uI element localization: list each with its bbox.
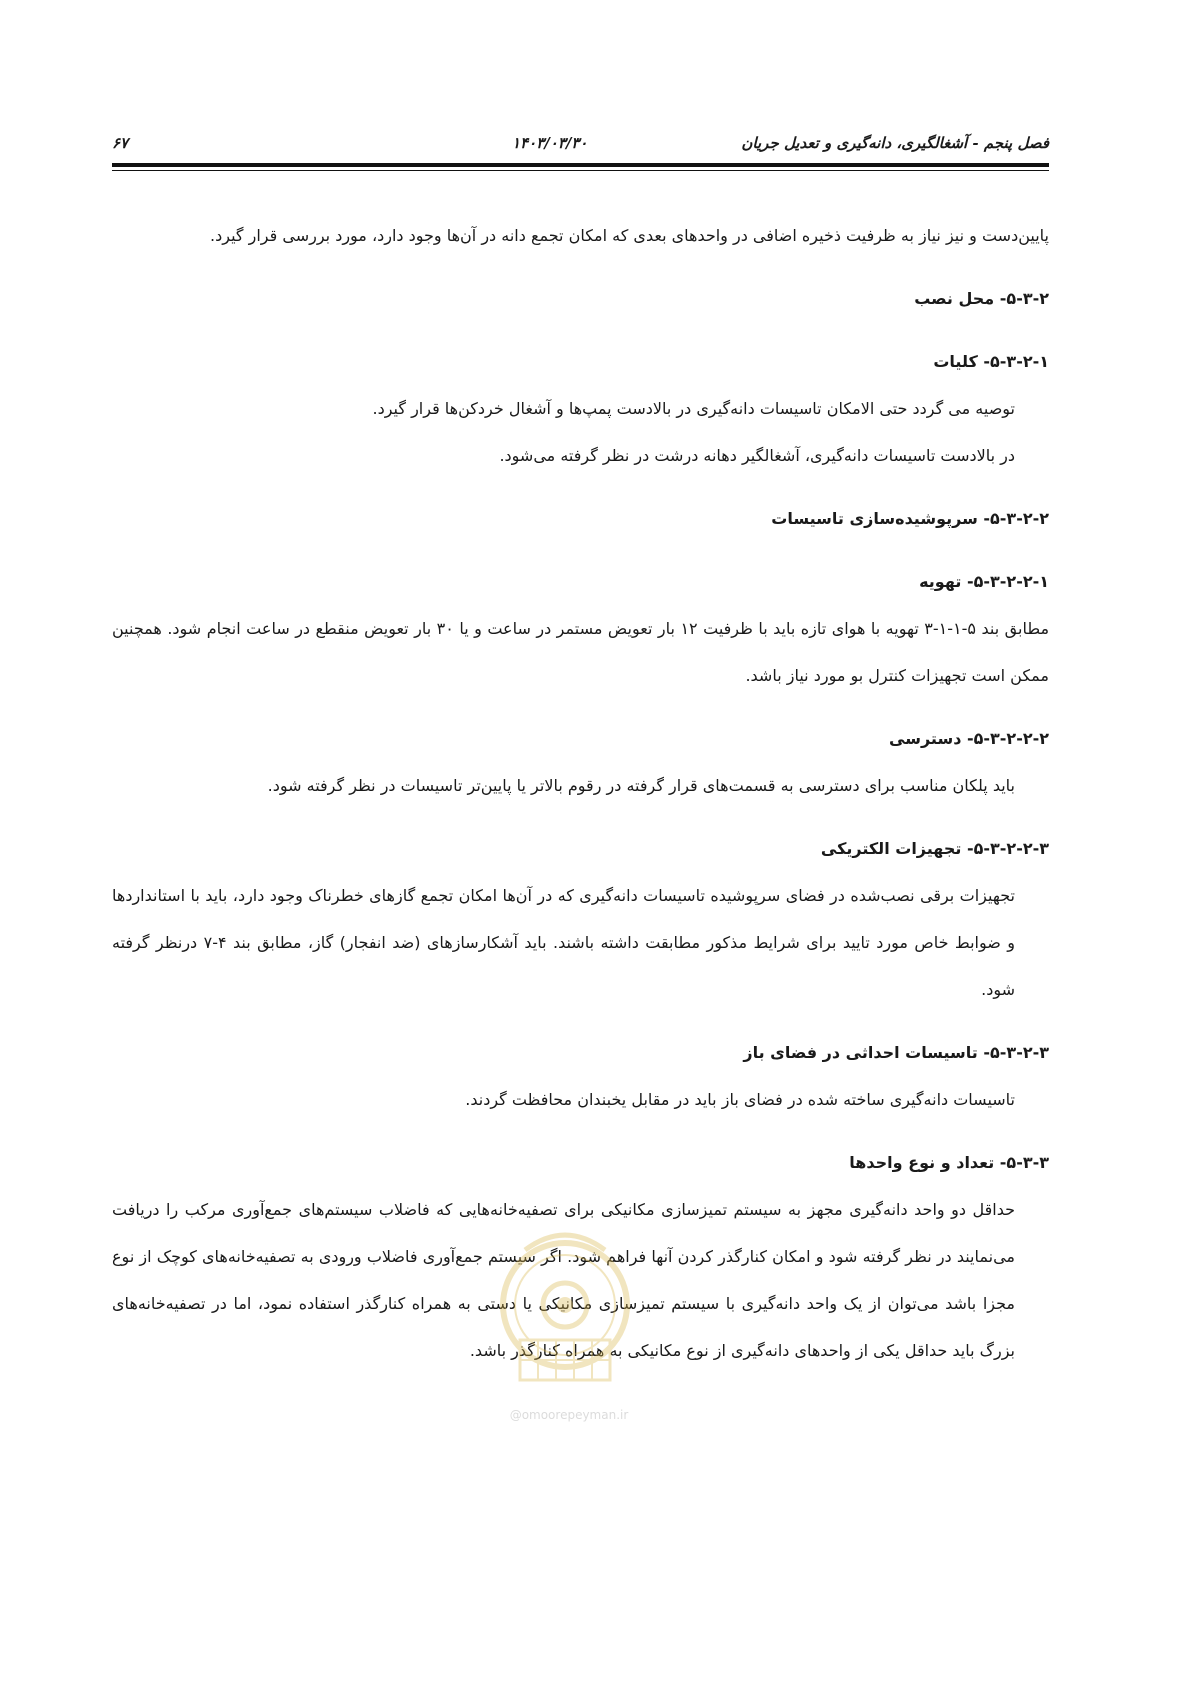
general-paragraph-2: در بالادست تاسیسات دانه‌گیری، آشغالگیر دهانه درشت در نظر گرفته می‌شود. [499,446,1015,465]
header-rule-thin [112,170,1049,171]
page-number: ۶۷ [112,134,129,152]
access-paragraph: باید پلکان مناسب برای دسترسی به قسمت‌های قرار گرفته در رقوم بالاتر یا پایین‌تر تاسیسات در نظر گرفته شود. [267,776,1015,795]
electrical-paragraph: تجهیزات برقی نصب‌شده در فضای سرپوشیده تاسیسات دانه‌گیری که در آن‌ها امکان تجمع گازهای خطرناک وجود دارد، باید با استانداردها و ضوابط خاص مورد تایید برای شرایط مذکور مطابقت داشته باشند. باید آشکارسازهای (ضد انفجار) گاز، مطابق بند ۴-۷ درنظر گرفته شود. [112,886,1015,999]
units-paragraph: حداقل دو واحد دانه‌گیری مجهز به سیستم تمیزسازی مکانیکی برای تصفیه‌خانه‌هایی که فاضلاب سیستم‌های جمع‌آوری مرکب را دریافت می‌نمایند در نظر گرفته شود و امکان کنارگذر کردن آنها فراهم شود. اگر سیستم جمع‌آوری فاضلاب ورودی به تصفیه‌خانه‌های کوچک از نوع مجزا باشد می‌توان از یک واحد دانه‌گیری با سیستم تمیزسازی مکانیکی یا دستی به همراه کنارگذر استفاده نمود، اما در تصفیه‌خانه‌های بزرگ باید حداقل یکی از واحدهای دانه‌گیری از نوع مکانیکی به همراه کنارگذر باشد. [112,1200,1015,1360]
general-paragraph-1: توصیه می گردد حتی الامکان تاسیسات دانه‌گیری در بالادست پمپ‌ها و آشغال خردکن‌ها قرار گیرد. [372,399,1015,418]
section-heading-general: ۵-۳-۲-۱- کلیات [933,352,1049,371]
page-body [112,212,1049,1374]
header-date: ۱۴۰۳/۰۳/۳۰ [512,134,588,152]
section-heading-covered: ۵-۳-۲-۲- سرپوشیده‌سازی تاسیسات [771,509,1049,528]
header-rule-thick [112,163,1049,167]
section-heading-electrical: ۵-۳-۲-۲-۳- تجهیزات الکتریکی [820,839,1049,858]
page-header [112,128,1049,158]
section-heading-units: ۵-۳-۳- تعداد و نوع واحدها [849,1153,1049,1172]
intro-paragraph: پایین‌دست و نیز نیاز به ظرفیت ذخیره اضافی در واحدهای بعدی که امکان تجمع دانه در آن‌ها وجود دارد، مورد بررسی قرار گیرد. [210,226,1049,245]
section-heading-open-air: ۵-۳-۲-۳- تاسیسات احداثی در فضای باز [743,1043,1049,1062]
ventilation-paragraph: مطابق بند ۵-۱-۱-۳ تهویه با هوای تازه باید با ظرفیت ۱۲ بار تعویض مستمر در ساعت و یا ۳۰ بار تعویض منقطع در ساعت انجام شود. همچنین ممکن است تجهیزات کنترل بو مورد نیاز باشد. [112,619,1050,685]
watermark-url: @omoorepeyman.ir [509,1408,629,1422]
section-heading-installation: ۵-۳-۲- محل نصب [914,289,1049,308]
chapter-title: فصل پنجم - آشغالگیری، دانه‌گیری و تعدیل جریان [741,134,1049,152]
section-heading-ventilation: ۵-۳-۲-۲-۱- تهویه [919,572,1049,591]
section-heading-access: ۵-۳-۲-۲-۲- دسترسی [889,729,1049,748]
open-air-paragraph: تاسیسات دانه‌گیری ساخته شده در فضای باز باید در مقابل یخبندان محافظت گردند. [465,1090,1015,1109]
